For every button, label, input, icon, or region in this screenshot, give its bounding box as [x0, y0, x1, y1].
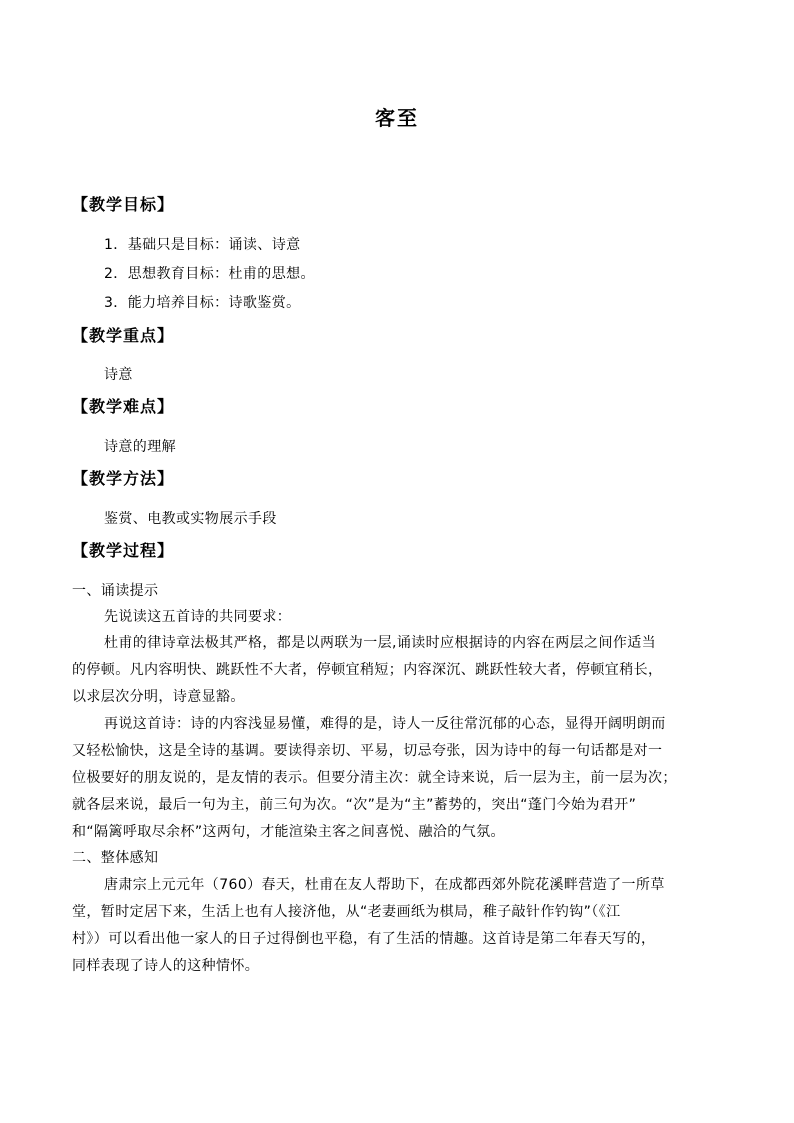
- process-p2-line-3: 以求层次分明，诗意显豁。: [72, 689, 245, 705]
- page-title: 客至: [375, 106, 419, 130]
- process-p4-line-4: 同样表现了诗人的这种情怀。: [72, 958, 260, 974]
- process-p4-line-2: 堂，暂时定居下来，生活上也有人接济他，从“老妻画纸为棋局，稚子敲针作钓钩”（《江: [72, 904, 621, 920]
- method-text: 鉴赏、电教或实物展示手段: [104, 511, 277, 527]
- process-p2-line-1: 杜甫的律诗章法极其严格，都是以两联为一层,诵读时应根据诗的内容在两层之间作适当: [104, 635, 657, 651]
- process-p4-line-3: 村》）可以看出他一家人的日子过得倒也平稳，有了生活的情趣。这首诗是第二年春天写的，: [72, 931, 656, 947]
- process-p1: 先说读这五首诗的共同要求：: [104, 609, 292, 625]
- process-part2-title: 二、整体感知: [72, 850, 159, 866]
- process-part1-title: 一、诵读提示: [72, 583, 159, 599]
- heading-key-point: 【教学重点】: [72, 326, 175, 345]
- process-p2-line-2: 的停顿。凡内容明快、跳跃性不大者，停顿宜稍短；内容深沉、跳跃性较大者，停顿宜稍长，: [72, 662, 663, 678]
- process-p3-line-3: 位极要好的朋友说的，是友情的表示。但要分清主次：就全诗来说，后一层为主，前一层为次；: [72, 770, 677, 786]
- process-p3-line-2: 又轻松愉快，这是全诗的基调。要读得亲切、平易，切忌夸张，因为诗中的每一句话都是对一: [72, 743, 663, 759]
- process-p4-line-1: 唐肃宗上元元年（760）春天，杜甫在友人帮助下，在成都西郊外院花溪畔营造了一所草: [104, 877, 665, 893]
- heading-objectives: 【教学目标】: [72, 195, 175, 214]
- objective-item-3: 3．能力培养目标：诗歌鉴赏。: [104, 295, 301, 311]
- process-p3-line-1: 再说这首诗：诗的内容浅显易懂，难得的是，诗人一反往常沉郁的心态，显得开阔明朗而: [104, 716, 666, 732]
- process-p3-line-4: 就各层来说，最后一句为主，前三句为次。“次”是为“主”蓄势的，突出“蓬门今始为君开”: [72, 797, 637, 813]
- key-point-text: 诗意: [104, 367, 133, 383]
- objective-item-2: 2．思想教育目标：杜甫的思想。: [104, 266, 315, 282]
- heading-process: 【教学过程】: [72, 541, 175, 560]
- process-p3-line-5: 和“隔篱呼取尽余杯”这两句，才能渲染主客之间喜悦、融洽的气氛。: [72, 824, 505, 840]
- difficulty-text: 诗意的理解: [104, 439, 176, 455]
- heading-difficulty: 【教学难点】: [72, 397, 175, 416]
- objective-item-1: 1．基础只是目标：诵读、诗意: [104, 237, 301, 253]
- heading-method: 【教学方法】: [72, 469, 175, 488]
